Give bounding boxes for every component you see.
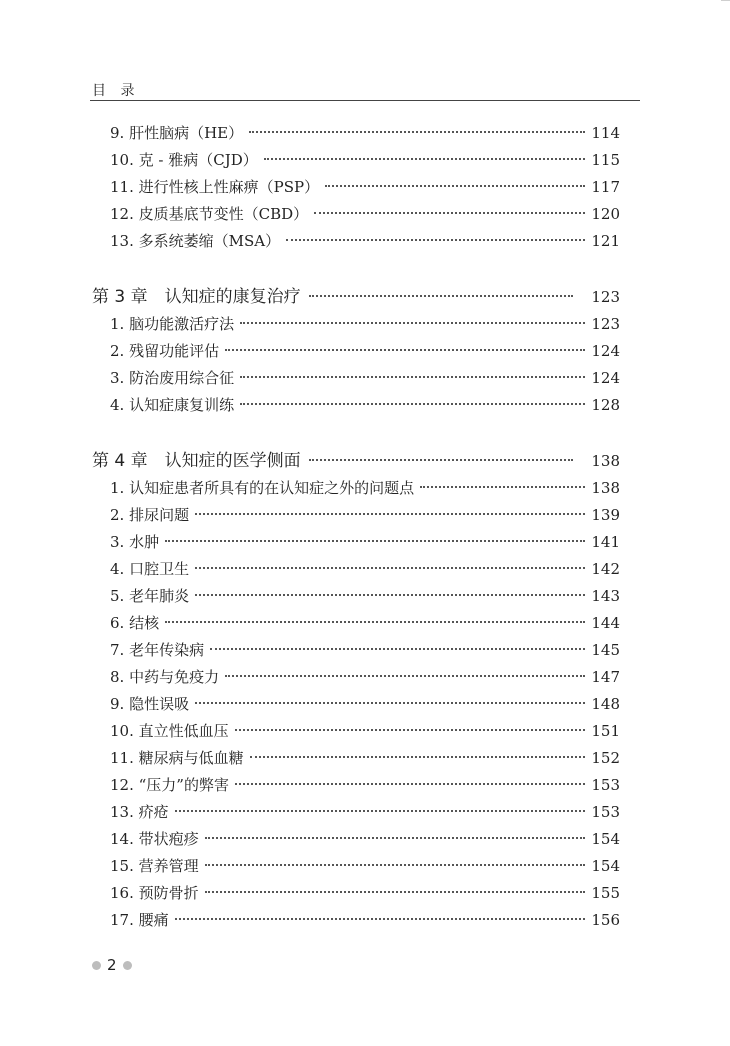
toc-entry[interactable] <box>110 338 620 364</box>
toc-entry-title: 第 3 章 认知症的康复治疗 <box>92 287 301 307</box>
toc-page-number: 138 <box>591 479 620 497</box>
toc-entry[interactable] <box>110 664 620 690</box>
leader-dots <box>195 513 585 515</box>
toc-page-number: 124 <box>591 342 620 360</box>
toc-entry-title: 17. 腰痛 <box>110 911 169 929</box>
leader-dots <box>286 239 585 241</box>
toc-entry[interactable] <box>110 556 620 582</box>
toc-entry-title: 4. 口腔卫生 <box>110 560 190 578</box>
toc-entry-title: 4. 认知症康复训练 <box>110 396 235 414</box>
toc-entry-title: 16. 预防骨折 <box>110 884 199 902</box>
page-footer <box>92 956 132 974</box>
toc-entry[interactable] <box>110 610 620 636</box>
leader-dots <box>225 675 585 677</box>
toc-page-number: 139 <box>591 506 620 524</box>
toc-entry-title: 9. 隐性误吸 <box>110 695 190 713</box>
toc-entry[interactable] <box>110 745 620 771</box>
toc-entry[interactable] <box>110 907 620 933</box>
toc-entry-title: 7. 老年传染病 <box>110 641 205 659</box>
toc-page-number: 148 <box>591 695 620 713</box>
leader-dots <box>309 459 574 461</box>
toc-entry-title: 12. 皮质基底节变性（CBD） <box>110 205 309 223</box>
toc-entry[interactable] <box>110 880 620 906</box>
toc-entry[interactable] <box>110 529 620 555</box>
leader-dots <box>250 756 586 758</box>
toc-page-number: 120 <box>591 205 620 223</box>
toc-page-number: 152 <box>591 749 620 767</box>
toc-page-number: 154 <box>591 830 620 848</box>
toc-page-number: 155 <box>591 884 620 902</box>
toc-entry-title: 13. 疥疮 <box>110 803 169 821</box>
leader-dots <box>325 185 585 187</box>
leader-dots <box>264 158 586 160</box>
toc-page-number: 117 <box>591 178 620 196</box>
toc-entry[interactable] <box>110 637 620 663</box>
toc-entry-title: 2. 残留功能评估 <box>110 342 220 360</box>
toc-page-number: 121 <box>591 232 620 250</box>
toc-page-number: 151 <box>591 722 620 740</box>
toc-page-number: 144 <box>591 614 620 632</box>
leader-dots <box>225 349 585 351</box>
toc-page-number: 138 <box>591 452 620 470</box>
toc-entry[interactable] <box>110 365 620 391</box>
leader-dots <box>195 567 585 569</box>
toc-page-number: 145 <box>591 641 620 659</box>
toc-page-number: 153 <box>591 776 620 794</box>
toc-entry[interactable] <box>110 311 620 337</box>
toc-entry[interactable] <box>110 475 620 501</box>
page-number: 2 <box>107 956 117 974</box>
toc-page-number: 115 <box>591 151 620 169</box>
toc-entry-title: 10. 直立性低血压 <box>110 722 229 740</box>
toc-entry-title: 8. 中药与免疫力 <box>110 668 220 686</box>
leader-dots <box>314 212 585 214</box>
toc-entry[interactable] <box>110 120 620 146</box>
leader-dots <box>240 322 585 324</box>
toc-page-number: 147 <box>591 668 620 686</box>
toc-entry-title: 2. 排尿问题 <box>110 506 190 524</box>
leader-dots <box>210 648 585 650</box>
toc-entry[interactable] <box>110 826 620 852</box>
leader-dots <box>205 864 586 866</box>
toc-chapter-entry[interactable] <box>92 448 620 474</box>
toc-entry-title: 15. 营养管理 <box>110 857 199 875</box>
footer-dot-right-icon <box>123 961 132 970</box>
toc-page-number: 156 <box>591 911 620 929</box>
toc-entry-title: 3. 防治废用综合征 <box>110 369 235 387</box>
leader-dots <box>420 486 585 488</box>
leader-dots <box>240 376 585 378</box>
toc-entry-title: 9. 肝性脑病（HE） <box>110 124 244 142</box>
toc-entry[interactable] <box>110 201 620 227</box>
toc-entry-title: 11. 糖尿病与低血糖 <box>110 749 244 767</box>
toc-entry-title: 1. 脑功能激活疗法 <box>110 315 235 333</box>
leader-dots <box>195 702 585 704</box>
leader-dots <box>309 295 574 297</box>
leader-dots <box>175 918 586 920</box>
toc-page-number: 143 <box>591 587 620 605</box>
toc-entry-title: 3. 水肿 <box>110 533 160 551</box>
footer-dot-left-icon <box>92 961 101 970</box>
toc-page-number: 141 <box>591 533 620 551</box>
toc-entry-title: 14. 带状疱疹 <box>110 830 199 848</box>
toc-page-number: 153 <box>591 803 620 821</box>
leader-dots <box>175 810 586 812</box>
leader-dots <box>205 837 586 839</box>
toc-page-number: 124 <box>591 369 620 387</box>
toc-entry[interactable] <box>110 772 620 798</box>
header-rule <box>90 100 640 101</box>
toc-entry-title: 6. 结核 <box>110 614 160 632</box>
leader-dots <box>249 131 585 133</box>
toc-page-number: 128 <box>591 396 620 414</box>
toc-entry[interactable] <box>110 853 620 879</box>
toc-entry[interactable] <box>110 502 620 528</box>
leader-dots <box>195 594 585 596</box>
toc-entry-title: 13. 多系统萎缩（MSA） <box>110 232 281 250</box>
toc-entry[interactable] <box>110 147 620 173</box>
crop-mark <box>721 0 730 10</box>
running-head: 目 录 <box>92 83 140 99</box>
leader-dots <box>240 403 585 405</box>
leader-dots <box>165 540 585 542</box>
leader-dots <box>205 891 586 893</box>
toc-chapter-entry[interactable] <box>92 284 620 310</box>
toc-page-number: 123 <box>591 315 620 333</box>
toc-page-number: 123 <box>591 288 620 306</box>
toc-page-number: 142 <box>591 560 620 578</box>
toc-entry[interactable] <box>110 718 620 744</box>
leader-dots <box>165 621 585 623</box>
toc-entry-title: 10. 克 - 雅病（CJD） <box>110 151 258 169</box>
toc-entry-title: 1. 认知症患者所具有的在认知症之外的问题点 <box>110 479 415 497</box>
toc-entry-title: 12. “压力”的弊害 <box>110 776 229 794</box>
toc-entry[interactable] <box>110 392 620 418</box>
toc-entry[interactable] <box>110 174 620 200</box>
toc-page-number: 154 <box>591 857 620 875</box>
leader-dots <box>235 783 585 785</box>
toc-entry[interactable] <box>110 799 620 825</box>
toc-entry[interactable] <box>110 583 620 609</box>
toc-page-number: 114 <box>591 124 620 142</box>
leader-dots <box>235 729 586 731</box>
toc-entry-title: 11. 进行性核上性麻痹（PSP） <box>110 178 320 196</box>
toc-entry[interactable] <box>110 691 620 717</box>
toc-entry-title: 5. 老年肺炎 <box>110 587 190 605</box>
toc-entry-title: 第 4 章 认知症的医学侧面 <box>92 451 301 471</box>
toc-entry[interactable] <box>110 228 620 254</box>
